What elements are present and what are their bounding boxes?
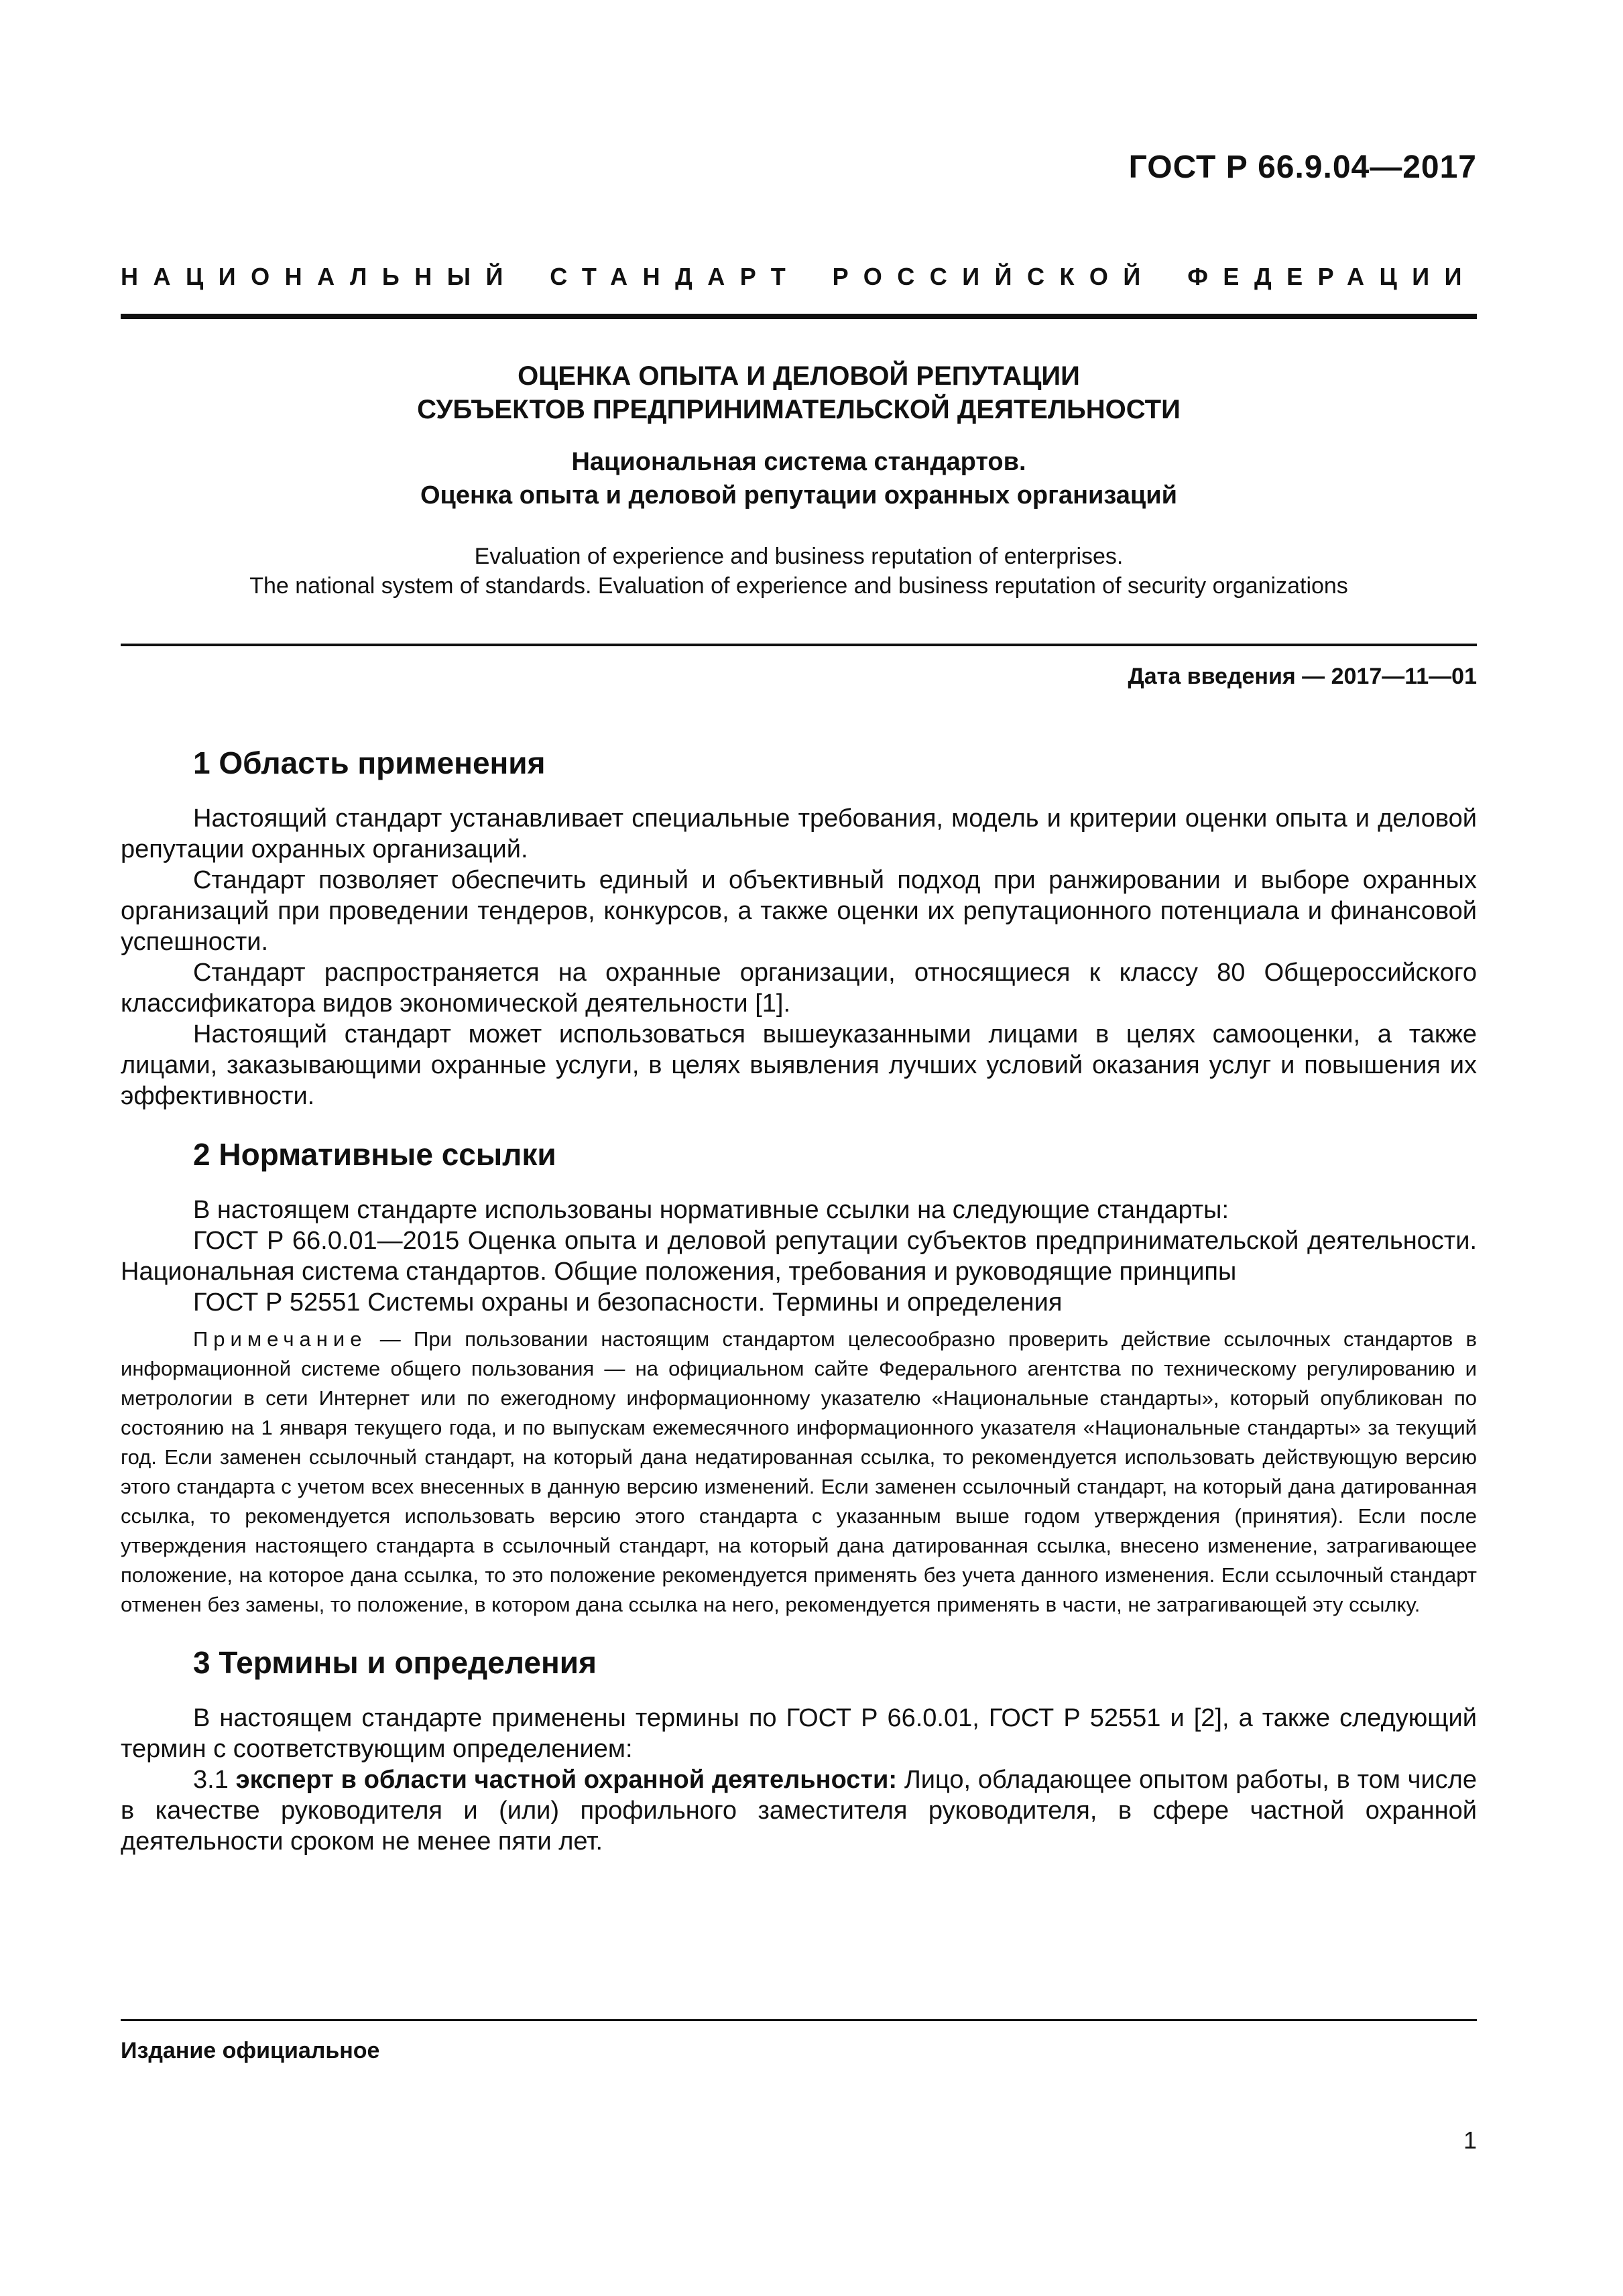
page-number: 1 bbox=[1463, 2126, 1477, 2154]
term-definition bbox=[121, 1764, 1477, 1857]
english-title-line-2: The national system of standards. Evaluation of experience and business reputation of security organizations bbox=[249, 573, 1348, 599]
header-rule bbox=[121, 314, 1477, 319]
section-3-heading: 3 Термины и определения bbox=[193, 1645, 597, 1680]
official-edition-label: Издание официальное bbox=[121, 2038, 380, 2063]
term-text: Лицо, обладающее опытом работы, в том числе в качестве руководителя и (или) профильного заместителя руководителя, в сфере частной охранной деятельности сроком не менее пяти лет. bbox=[121, 1766, 1477, 1856]
document-body bbox=[121, 744, 1477, 1857]
document-code: ГОСТ Р 66.9.04—2017 bbox=[1128, 149, 1477, 185]
section-1-paragraph: Настоящий стандарт устанавливает специальные требования, модель и критерии оценки опыта и деловой репутации охранных организаций. bbox=[121, 804, 1477, 863]
section-scope bbox=[121, 744, 1477, 1111]
title-main-line-1: ОЦЕНКА ОПЫТА И ДЕЛОВОЙ РЕПУТАЦИИ bbox=[518, 361, 1080, 391]
footer-rule bbox=[121, 2019, 1477, 2021]
title-main-line-2: СУБЪЕКТОВ ПРЕДПРИНИМАТЕЛЬСКОЙ ДЕЯТЕЛЬНОСТИ bbox=[417, 395, 1181, 424]
section-normative-references bbox=[121, 1136, 1477, 1620]
section-2-paragraph: ГОСТ Р 52551 Системы охраны и безопасности. Термины и определения bbox=[193, 1288, 1063, 1317]
section-1-paragraph: Стандарт позволяет обеспечить единый и объективный подход при ранжировании и выборе охранных организаций при проведении тендеров, конкурсов, а также оценки их репутационного потенциала и финансовой успешности. bbox=[121, 866, 1477, 956]
note-label: Примечание bbox=[193, 1327, 367, 1351]
note-text: — При пользовании настоящим стандартом целесообразно проверить действие ссылочных стандартов в информационной системе общего пользования — на официальном сайте Федерального агентства по техническому регулированию и метрологии в сети Интернет или по ежегодному информационному указателю «Национальные стандарты», который опубликован по состоянию на 1 января текущего года, и по выпускам ежемесячного информационного указателя «Национальные стандарты» за текущий год. Если заменен ссылочный стандарт, на который дана недатированная ссылка, то рекомендуется использовать действующую версию этого стандарта с учетом всех внесенных в данную версию изменений. Если заменен ссылочный стандарт, на который дана датированная ссылка, то рекомендуется использовать версию этого стандарта с указанным выше годом утверждения (принятия). Если после утверждения настоящего стандарта в ссылочный стандарт, на который дана датированная ссылка, внесено изменение, затрагивающее положение, на которое дана ссылка, то это положение рекомендуется применять без учета данного изменения. Если ссылочный стандарт отменен без замены, то положение, в котором дана ссылка на него, рекомендуется применять в части, не затрагивающей эту ссылку. bbox=[121, 1327, 1477, 1616]
section-3-intro: В настоящем стандарте применены термины по ГОСТ Р 66.0.01, ГОСТ Р 52551 и [2], а также следующий термин с соответствующим определением: bbox=[121, 1704, 1477, 1763]
section-1-paragraph: Стандарт распространяется на охранные организации, относящиеся к классу 80 Общероссийского классификатора видов экономической деятельности [1]. bbox=[121, 959, 1477, 1018]
english-title-line-1: Evaluation of experience and business reputation of enterprises. bbox=[474, 544, 1124, 569]
section-terms-definitions bbox=[121, 1644, 1477, 1857]
title-block bbox=[121, 359, 1477, 601]
title-rule bbox=[121, 644, 1477, 646]
subtitle-line-2: Оценка опыта и деловой репутации охранных организаций bbox=[420, 481, 1177, 509]
section-2-paragraph: ГОСТ Р 66.0.01—2015 Оценка опыта и деловой репутации субъектов предпринимательской деятельности. Национальная система стандартов. Общие положения, требования и руководящие принципы bbox=[121, 1227, 1477, 1286]
term-name: эксперт в области частной охранной деятельности: bbox=[235, 1766, 898, 1794]
subtitle-line-1: Национальная система стандартов. bbox=[571, 448, 1026, 476]
note bbox=[121, 1325, 1477, 1620]
section-2-heading: 2 Нормативные ссылки bbox=[193, 1137, 556, 1172]
section-1-paragraph: Настоящий стандарт может использоваться вышеуказанными лицами в целях самооценки, а также лицами, заказывающими охранные услуги, в целях выявления лучших условий оказания услуг и повышения их эффективности. bbox=[121, 1020, 1477, 1110]
national-standard-header: НАЦИОНАЛЬНЫЙ СТАНДАРТ РОССИЙСКОЙ ФЕДЕРАЦИИ bbox=[121, 263, 1477, 290]
section-2-paragraph: В настоящем стандарте использованы нормативные ссылки на следующие стандарты: bbox=[193, 1196, 1229, 1224]
term-number: 3.1 bbox=[193, 1766, 236, 1794]
introduction-date: Дата введения — 2017—11—01 bbox=[1128, 664, 1477, 689]
section-1-heading: 1 Область применения bbox=[193, 745, 546, 780]
